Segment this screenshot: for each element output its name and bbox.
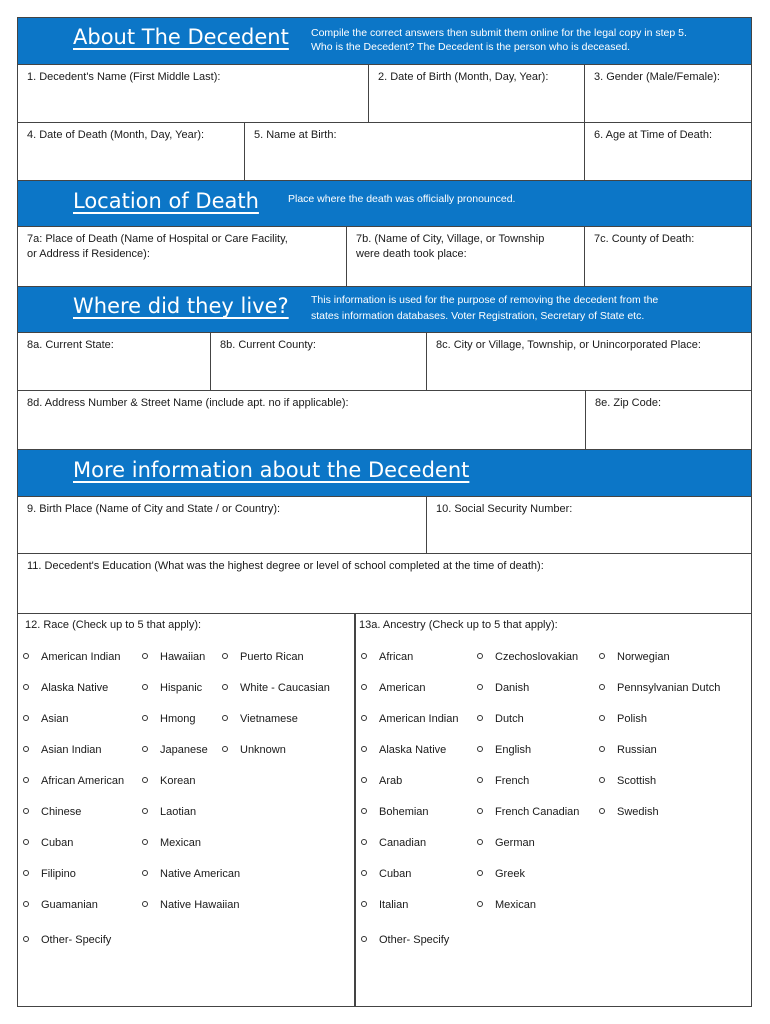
radio-circle-icon[interactable] [477,901,483,907]
ancestry-option-label: French [495,775,530,787]
radio-circle-icon[interactable] [222,715,228,721]
race-option-label: Guamanian [41,899,98,911]
ancestry-option[interactable] [477,806,579,818]
radio-circle-icon[interactable] [23,936,29,942]
radio-circle-icon[interactable] [142,715,148,721]
radio-circle-icon[interactable] [361,808,367,814]
field-label: 8b. Current County: [220,339,316,351]
radio-circle-icon[interactable] [23,777,29,783]
radio-circle-icon[interactable] [23,653,29,659]
radio-circle-icon[interactable] [599,715,605,721]
race-option-label: Asian Indian [41,744,102,756]
race-option-label: Hispanic [160,682,203,694]
radio-circle-icon[interactable] [477,653,483,659]
race-option-label: Filipino [41,868,76,880]
radio-circle-icon[interactable] [23,715,29,721]
race-option-label: Laotian [160,806,197,818]
field-label: 7c. County of Death: [594,233,695,245]
ancestry-option[interactable] [477,868,525,880]
radio-circle-icon[interactable] [599,684,605,690]
field-street-address[interactable] [18,391,585,449]
race-option[interactable] [23,837,73,849]
ancestry-option-label: English [495,744,532,756]
field-label: 8d. Address Number & Street Name (include apt. no if applicable): [27,397,349,409]
race-option-label: Japanese [160,744,208,756]
ancestry-option[interactable] [599,744,657,756]
ancestry-option-label: Danish [495,682,530,694]
ancestry-option-label: Pennsylvanian Dutch [617,682,721,694]
race-option-label: White - Caucasian [240,682,330,694]
form-row-4 [18,332,751,390]
ancestry-option[interactable] [361,744,446,756]
race-option-label: Cuban [41,837,74,849]
field-label: 6. Age at Time of Death: [594,129,713,141]
ancestry-title: 13a. Ancestry (Check up to 5 that apply): [359,619,558,631]
race-option[interactable] [142,868,240,880]
ancestry-option-label: African [379,651,414,663]
ancestry-option[interactable] [599,682,720,694]
radio-circle-icon[interactable] [222,653,228,659]
ancestry-option[interactable] [599,775,656,787]
race-option[interactable] [142,682,202,694]
race-option[interactable] [23,713,69,725]
race-option-label: Korean [160,775,196,787]
radio-circle-icon[interactable] [361,777,367,783]
ancestry-option[interactable] [477,837,535,849]
ancestry-option[interactable] [477,775,529,787]
field-date-of-birth[interactable] [368,65,584,122]
ancestry-option[interactable] [599,651,670,663]
race-option-label: Mexican [160,837,201,849]
field-current-state[interactable] [18,333,210,390]
ancestry-option[interactable] [477,713,524,725]
radio-circle-icon[interactable] [222,746,228,752]
ancestry-option-label: Scottish [617,775,657,787]
decedent-form [17,17,752,1007]
ancestry-option[interactable] [361,806,429,818]
race-option-label: African American [41,775,125,787]
race-option[interactable] [222,682,330,694]
ancestry-option-label: Cuban [379,868,412,880]
race-option[interactable] [142,744,208,756]
race-option[interactable] [23,934,111,946]
radio-circle-icon[interactable] [142,684,148,690]
field-county-of-death[interactable] [584,227,753,286]
race-option-label: Vietnamese [240,713,298,725]
section-note-about-1: Compile the correct answers then submit them online for the legal copy in step 5. [311,27,687,39]
field-city-of-death[interactable] [346,227,584,286]
section-header-location [18,180,751,226]
race-option[interactable] [142,837,201,849]
radio-circle-icon[interactable] [477,839,483,845]
ancestry-option[interactable] [361,899,408,911]
field-label: 4. Date of Death (Month, Day, Year): [27,129,205,141]
column-divider [354,613,356,1006]
section-title-residence: Where did they live? [73,294,289,318]
radio-circle-icon[interactable] [599,653,605,659]
field-age-at-death[interactable] [584,123,753,180]
form-row-6 [18,496,751,553]
field-date-of-death[interactable] [18,123,244,180]
radio-circle-icon[interactable] [477,684,483,690]
radio-circle-icon[interactable] [361,653,367,659]
radio-circle-icon[interactable] [23,746,29,752]
race-option[interactable] [23,899,98,911]
radio-circle-icon[interactable] [142,870,148,876]
radio-circle-icon[interactable] [477,746,483,752]
field-name-at-birth[interactable] [244,123,584,180]
section-title-about: About The Decedent [73,25,289,49]
field-label: 5. Name at Birth: [254,129,337,141]
radio-circle-icon[interactable] [361,684,367,690]
field-place-of-death[interactable] [18,227,346,286]
field-label: 8e. Zip Code: [595,397,662,409]
ancestry-option-label: American Indian [379,713,459,725]
race-option[interactable] [142,713,195,725]
radio-circle-icon[interactable] [361,901,367,907]
ancestry-option-label: Russian [617,744,657,756]
field-label: 10. Social Security Number: [436,503,573,515]
field-label: 1. Decedent's Name (First Middle Last): [27,71,221,83]
radio-circle-icon[interactable] [23,808,29,814]
ancestry-option[interactable] [477,651,578,663]
ancestry-option[interactable] [361,775,402,787]
ancestry-option[interactable] [477,744,531,756]
race-option[interactable] [23,744,102,756]
ancestry-option-label: Greek [495,868,525,880]
race-option[interactable] [23,682,108,694]
race-option[interactable] [23,775,124,787]
field-label: 7a: Place of Death (Name of Hospital or Care Facility, [27,233,288,245]
ancestry-option-label: Italian [379,899,409,911]
section-note-residence-1: This information is used for the purpose of removing the decedent from the [311,294,659,306]
field-education[interactable] [18,554,753,613]
race-option-label: Alaska Native [41,682,109,694]
radio-circle-icon[interactable] [599,746,605,752]
radio-circle-icon[interactable] [477,715,483,721]
ancestry-option-label: Other- Specify [379,934,450,946]
ancestry-option-label: Bohemian [379,806,429,818]
ancestry-option[interactable] [361,868,411,880]
radio-circle-icon[interactable] [477,808,483,814]
ancestry-option[interactable] [361,837,426,849]
radio-circle-icon[interactable] [477,777,483,783]
radio-circle-icon[interactable] [142,653,148,659]
field-birth-place[interactable] [18,497,426,553]
section-note-about-2: Who is the Decedent? The Decedent is the person who is deceased. [311,41,631,53]
section-header-more [18,449,751,496]
field-label: 11. Decedent's Education (What was the highest degree or level of school completed at the time of death): [27,560,544,572]
radio-circle-icon[interactable] [142,808,148,814]
radio-circle-icon[interactable] [142,901,148,907]
ancestry-option[interactable] [361,682,425,694]
form-row-3 [18,226,751,286]
race-option-label: Hmong [160,713,196,725]
field-label: were death took place: [356,248,467,260]
race-option[interactable] [222,651,304,663]
field-label: 8c. City or Village, Township, or Unincorporated Place: [436,339,701,351]
field-label: or Address if Residence): [27,248,150,260]
ancestry-option-label: Swedish [617,806,659,818]
race-option-label: Native American [160,868,241,880]
radio-circle-icon[interactable] [599,777,605,783]
ancestry-option-label: Alaska Native [379,744,447,756]
radio-circle-icon[interactable] [222,684,228,690]
field-current-county[interactable] [210,333,426,390]
ancestry-option-label: Norwegian [617,651,670,663]
field-label: 2. Date of Birth (Month, Day, Year): [378,71,549,83]
race-option[interactable] [142,899,239,911]
field-ssn[interactable] [426,497,753,553]
ancestry-option-label: German [495,837,535,849]
form-row-2 [18,122,751,180]
radio-circle-icon[interactable] [361,870,367,876]
radio-circle-icon[interactable] [361,839,367,845]
section-title-more: More information about the Decedent [73,458,470,482]
ancestry-option[interactable] [599,713,647,725]
ancestry-option[interactable] [477,682,529,694]
radio-circle-icon[interactable] [599,808,605,814]
field-decedent-name[interactable] [18,65,368,122]
radio-circle-icon[interactable] [23,839,29,845]
ancestry-option-label: American [379,682,426,694]
ancestry-option[interactable] [361,934,449,946]
ancestry-option-label: Dutch [495,713,524,725]
ancestry-option[interactable] [599,806,659,818]
field-label: 7b. (Name of City, Village, or Township [356,233,545,245]
race-option[interactable] [142,775,195,787]
race-option[interactable] [222,713,298,725]
radio-circle-icon[interactable] [477,870,483,876]
section-note-location: Place where the death was officially pronounced. [288,193,516,205]
race-option[interactable] [222,744,286,756]
radio-circle-icon[interactable] [23,870,29,876]
radio-circle-icon[interactable] [23,684,29,690]
radio-circle-icon[interactable] [142,746,148,752]
race-option[interactable] [142,806,196,818]
radio-circle-icon[interactable] [361,746,367,752]
section-title-location: Location of Death [73,189,259,213]
race-option-label: Puerto Rican [240,651,304,663]
race-option[interactable] [23,651,121,663]
race-option-label: Hawaiian [160,651,206,663]
race-option[interactable] [23,806,81,818]
race-title: 12. Race (Check up to 5 that apply): [25,619,202,631]
ancestry-option-label: French Canadian [495,806,580,818]
race-option-label: Other- Specify [41,934,112,946]
ancestry-option-label: Arab [379,775,403,787]
ancestry-option-label: Czechoslovakian [495,651,579,663]
field-label: 8a. Current State: [27,339,114,351]
radio-circle-icon[interactable] [142,839,148,845]
ancestry-option[interactable] [477,899,536,911]
form-row-1 [18,64,751,122]
radio-circle-icon[interactable] [142,777,148,783]
field-city-village[interactable] [426,333,753,390]
race-option-label: Chinese [41,806,82,818]
field-label: 9. Birth Place (Name of City and State / or Country): [27,503,281,515]
race-option-label: American Indian [41,651,121,663]
race-option-label: Unknown [240,744,286,756]
radio-circle-icon[interactable] [23,901,29,907]
race-option[interactable] [142,651,205,663]
ancestry-option[interactable] [361,651,413,663]
ancestry-option-label: Mexican [495,899,536,911]
radio-circle-icon[interactable] [361,715,367,721]
race-option[interactable] [23,868,76,880]
race-option-label: Asian [41,713,69,725]
field-zip-code[interactable] [585,391,753,449]
section-header-residence [18,286,751,332]
radio-circle-icon[interactable] [361,936,367,942]
form-row-5 [18,390,751,449]
ancestry-option-label: Canadian [379,837,427,849]
section-note-residence-2: states information databases. Voter Registration, Secretary of State etc. [311,310,645,322]
ancestry-option-label: Polish [617,713,647,725]
field-gender[interactable] [584,65,753,122]
field-label: 3. Gender (Male/Female): [594,71,720,83]
section-header-about [18,18,751,64]
race-option-label: Native Hawaiian [160,899,240,911]
ancestry-option[interactable] [361,713,459,725]
form-row-7 [18,553,751,613]
